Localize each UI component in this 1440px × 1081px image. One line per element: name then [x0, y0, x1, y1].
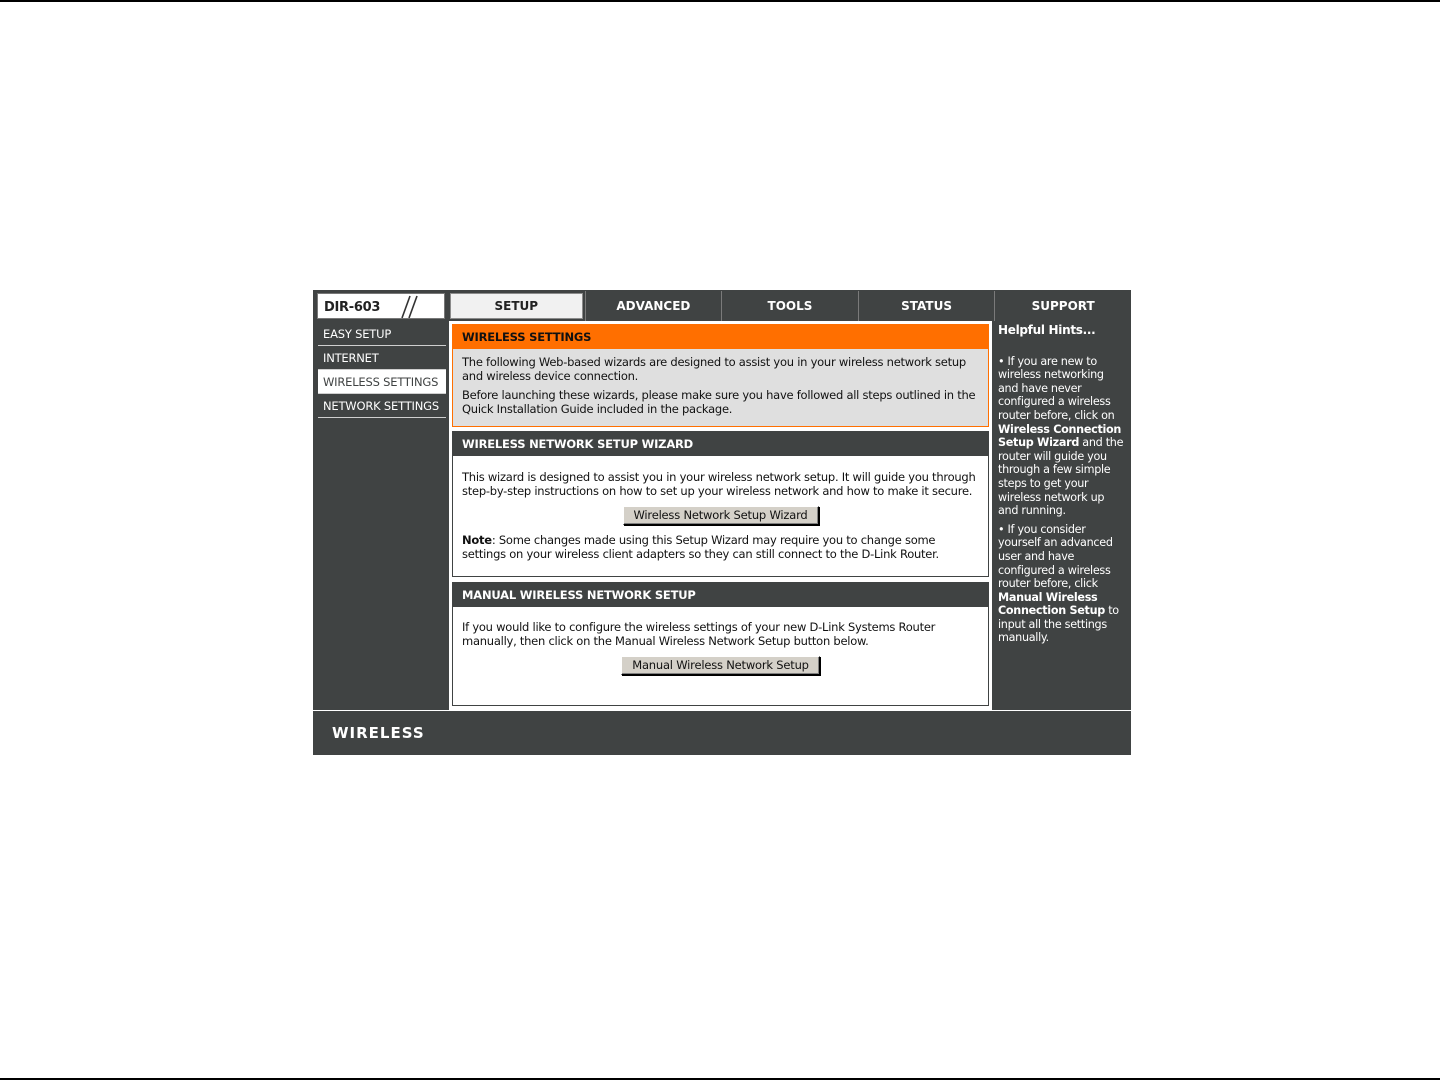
tab-status[interactable]: STATUS [858, 291, 995, 321]
hints-title: Helpful Hints... [998, 323, 1096, 337]
note-text: : Some changes made using this Setup Wizard may require you to change some settings on your wireless client adapters so they can still connect to the D-Link Router. [462, 533, 939, 561]
footer-bar [313, 711, 1131, 755]
helpful-hints-panel [993, 322, 1130, 710]
hint-text: to input all the settings manually. [998, 604, 1119, 645]
footer-wireless-label: WIRELESS [332, 724, 425, 742]
wizard-note [462, 533, 979, 561]
intro-paragraph: The following Web-based wizards are designed to assist you in your wireless network setup and wireless device connection. [462, 355, 966, 383]
sidebar-item-internet[interactable]: INTERNET [318, 346, 446, 370]
hint-emphasis: Manual Wireless Connection Setup [998, 590, 1105, 618]
sidebar-nav [316, 322, 448, 710]
tab-support[interactable]: SUPPORT [994, 291, 1131, 321]
hint-text: • If you consider yourself an advanced user and have configured a wireless router before, click [998, 522, 1113, 591]
instructions-paragraph: Before launching these wizards, please make sure you have followed all steps outlined in the Quick Installation Guide included in the package. [462, 388, 976, 416]
hint-text: • If you are new to wireless networking and have never configured a wireless router before, click on [998, 354, 1115, 422]
panel-body [453, 349, 988, 416]
hint-advanced-user [998, 523, 1126, 645]
sidebar-item-wireless-settings[interactable]: WIRELESS SETTINGS [318, 370, 446, 394]
frame-edge [313, 290, 315, 755]
manual-setup-panel [452, 582, 989, 706]
brand-logo [315, 291, 446, 321]
tab-tools[interactable]: TOOLS [721, 291, 858, 321]
wireless-settings-panel [452, 324, 989, 427]
hint-new-user [998, 355, 1126, 518]
manual-wireless-setup-button[interactable]: Manual Wireless Network Setup [621, 656, 820, 675]
button-row [462, 506, 979, 525]
wizard-panel [452, 431, 989, 577]
top-rule [0, 0, 1440, 2]
model-name: DIR-603 [324, 300, 381, 315]
tab-setup[interactable]: SETUP [448, 291, 585, 321]
bottom-rule [0, 1078, 1440, 1080]
hint-emphasis: Wireless Connection Setup Wizard [998, 422, 1122, 450]
panel-title: WIRELESS NETWORK SETUP WIZARD [453, 432, 988, 456]
button-row [462, 656, 979, 675]
sidebar-item-network-settings[interactable]: NETWORK SETTINGS [318, 394, 446, 418]
manual-description: If you would like to configure the wireless settings of your new D-Link Systems Router manually, then click on the Manual Wireless Network Setup button below. [462, 620, 936, 648]
panel-title: WIRELESS SETTINGS [453, 325, 988, 349]
wireless-setup-wizard-button[interactable]: Wireless Network Setup Wizard [623, 506, 819, 525]
sidebar-item-easy-setup[interactable]: EASY SETUP [318, 322, 446, 346]
main-content [449, 321, 992, 710]
panel-title: MANUAL WIRELESS NETWORK SETUP [453, 583, 988, 607]
router-admin-frame [313, 290, 1131, 755]
wizard-description: This wizard is designed to assist you in your wireless network setup. It will guide you through step-by-step instructions on how to set up your wireless network and how to make it secure. [462, 470, 976, 498]
panel-body [453, 456, 988, 561]
slash-logo-icon [388, 294, 428, 320]
brand-box [317, 293, 445, 319]
note-label: Note [462, 533, 492, 547]
tab-advanced[interactable]: ADVANCED [585, 291, 722, 321]
top-tab-bar [448, 291, 1131, 321]
hint-text: and the router will guide you through a few simple steps to get your wireless network up and running. [998, 436, 1124, 518]
panel-body [453, 607, 988, 675]
